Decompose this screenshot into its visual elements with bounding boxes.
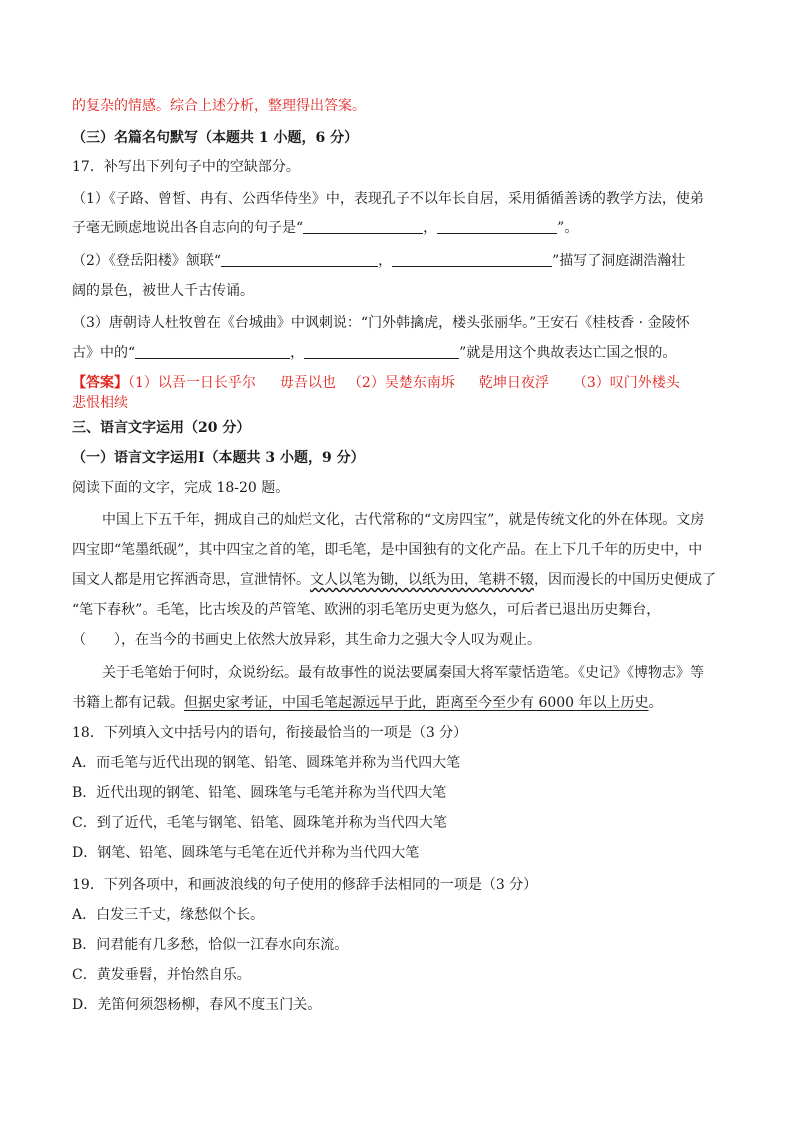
fill-in-bracket[interactable]: （ ） bbox=[72, 632, 121, 648]
answer-17-line-1 bbox=[72, 373, 680, 393]
passage-p1-line-3-post: ，因而漫长的中国历史便成了 bbox=[534, 572, 716, 588]
q17-3-prefix: 古》中的“ bbox=[72, 345, 136, 361]
passage-p1-line-4: “笔下春秋”。毛笔，比古埃及的芦管笔、欧洲的羽毛笔历史更为悠久，可后者已退出历史舞台， bbox=[72, 602, 661, 618]
passage-p2-line-1: 关于毛笔始于何时，众说纷纭。最有故事性的说法要属秦国大将军蒙恬造笔。《史记》《博物志》等 bbox=[102, 665, 704, 681]
answer-17-2-a: （2）吴楚东南坼 bbox=[347, 375, 455, 391]
question-18-option-a[interactable]: A．而毛笔与近代出现的钢笔、铅笔、圆珠笔并称为当代四大笔 bbox=[72, 755, 461, 771]
part-3-heading: 三、语言文字运用（20 分） bbox=[72, 420, 251, 436]
question-17-3-line-2 bbox=[72, 343, 676, 363]
question-18-option-c[interactable]: C．到了近代，毛笔与钢笔、铅笔、圆珠笔并称为当代四大笔 bbox=[72, 815, 447, 831]
answer-blank-17-2-a[interactable] bbox=[221, 252, 378, 267]
q17-1-separator: ， bbox=[423, 220, 438, 236]
part-3-sub-heading: （一）语言文字运用Ⅰ（本题共 3 小题，9 分） bbox=[72, 450, 365, 466]
passage-p1-line-5-text: ，在当今的书画史上依然大放异彩，其生命力之强大令人叹为观止。 bbox=[121, 632, 541, 648]
q17-1-suffix: ”。 bbox=[557, 220, 579, 236]
question-19-option-a[interactable]: A．白发三千丈，缘愁似个长。 bbox=[72, 907, 265, 923]
question-17-2-line-2: 阔的景色，被世人千古传诵。 bbox=[72, 283, 254, 299]
question-18-option-b[interactable]: B．近代出现的钢笔、铅笔、圆珠笔与毛笔并称为当代四大笔 bbox=[72, 785, 447, 801]
answer-17-3-a: （3）叹门外楼头 bbox=[572, 375, 680, 391]
passage-p2-line-2 bbox=[72, 693, 663, 713]
passage-p1-line-2: 四宝即“笔墨纸砚”，其中四宝之首的笔，即毛笔，是中国独有的文化产品。在上下几千年的历史中，中 bbox=[72, 542, 703, 558]
answer-17-1-a: （1）以吾一日长乎尔 bbox=[128, 375, 256, 391]
passage-p2-line-2-pre: 书籍上都有记载。 bbox=[72, 695, 184, 711]
q17-1-prefix: 子毫无顾虑地说出各自志向的句子是“ bbox=[72, 220, 304, 236]
question-19-stem: 19．下列各项中，和画波浪线的句子使用的修辞手法相同的一项是（3 分） bbox=[72, 877, 538, 893]
answer-17-line-2: 悲恨相续 bbox=[72, 395, 128, 411]
answer-17-2-b: 乾坤日夜浮 bbox=[478, 375, 549, 391]
wavy-underlined-sentence: 文人以笔为锄，以纸为田，笔耕不辍 bbox=[310, 572, 534, 588]
question-17-1-line-1: （1）《子路、曾皙、冉有、公西华侍坐》中，表现孔子不以年长自居，采用循循善诱的教学方法，使弟 bbox=[72, 191, 704, 207]
q17-2-suffix: ”描写了洞庭湖浩瀚壮 bbox=[552, 253, 686, 269]
question-17-2-line-1 bbox=[72, 251, 685, 271]
question-17-3-line-1: （3）唐朝诗人杜牧曾在《台城曲》中讽刺说：“门外韩擒虎，楼头张丽华。”王安石《桂枝香 · 金陵怀 bbox=[72, 315, 690, 331]
answer-blank-17-2-b[interactable] bbox=[392, 252, 552, 267]
answer-blank-17-3-b[interactable] bbox=[304, 344, 459, 359]
underlined-sentence: 但据史家考证，中国毛笔起源远早于此，距离至今至少有 6000 年以上历史 bbox=[184, 695, 649, 711]
answer-blank-17-3-a[interactable] bbox=[135, 344, 290, 359]
q17-2-separator: ， bbox=[378, 253, 393, 269]
passage-p1-line-3-pre: 国文人都是用它挥洒奇思，宣泄情怀。 bbox=[72, 572, 310, 588]
passage-p1-line-5 bbox=[72, 630, 541, 650]
q17-3-suffix: ”就是用这个典故表达亡国之恨的。 bbox=[459, 345, 677, 361]
analysis-tail-text: 的复杂的情感。综合上述分析，整理得出答案。 bbox=[72, 98, 366, 114]
passage-p1-line-3 bbox=[72, 570, 716, 590]
q17-2-prefix: （2）《登岳阳楼》颔联“ bbox=[72, 253, 222, 269]
answer-blank-17-1-a[interactable] bbox=[303, 219, 423, 234]
question-19-option-b[interactable]: B．问君能有几多愁，恰似一江春水向东流。 bbox=[72, 937, 349, 953]
passage-p1-line-1: 中国上下五千年，拥成自己的灿烂文化，古代常称的“文房四宝”，就是传统文化的外在体现。文房 bbox=[102, 512, 705, 528]
answer-tag: 【答案】 bbox=[72, 375, 128, 391]
question-19-option-d[interactable]: D．羌笛何须怨杨柳，春风不度玉门关。 bbox=[72, 997, 322, 1013]
question-17-stem: 17．补写出下列句子中的空缺部分。 bbox=[72, 159, 300, 175]
passage-p2-line-2-post: 。 bbox=[648, 695, 663, 711]
reading-intro: 阅读下面的文字，完成 18-20 题。 bbox=[72, 480, 290, 496]
section-heading-famous-quotes: （三）名篇名句默写（本题共 1 小题，6 分） bbox=[72, 130, 359, 146]
question-18-stem: 18．下列填入文中括号内的语句，衔接最恰当的一项是（3 分） bbox=[72, 725, 468, 741]
question-19-option-c[interactable]: C．黄发垂髫，并怡然自乐。 bbox=[72, 967, 251, 983]
answer-blank-17-1-b[interactable] bbox=[437, 219, 557, 234]
question-17-1-line-2 bbox=[72, 218, 578, 238]
answer-17-1-b: 毋吾以也 bbox=[279, 375, 336, 391]
question-18-option-d[interactable]: D．钢笔、铅笔、圆珠笔与毛笔在近代并称为当代四大笔 bbox=[72, 845, 420, 861]
q17-3-separator: ， bbox=[290, 345, 305, 361]
